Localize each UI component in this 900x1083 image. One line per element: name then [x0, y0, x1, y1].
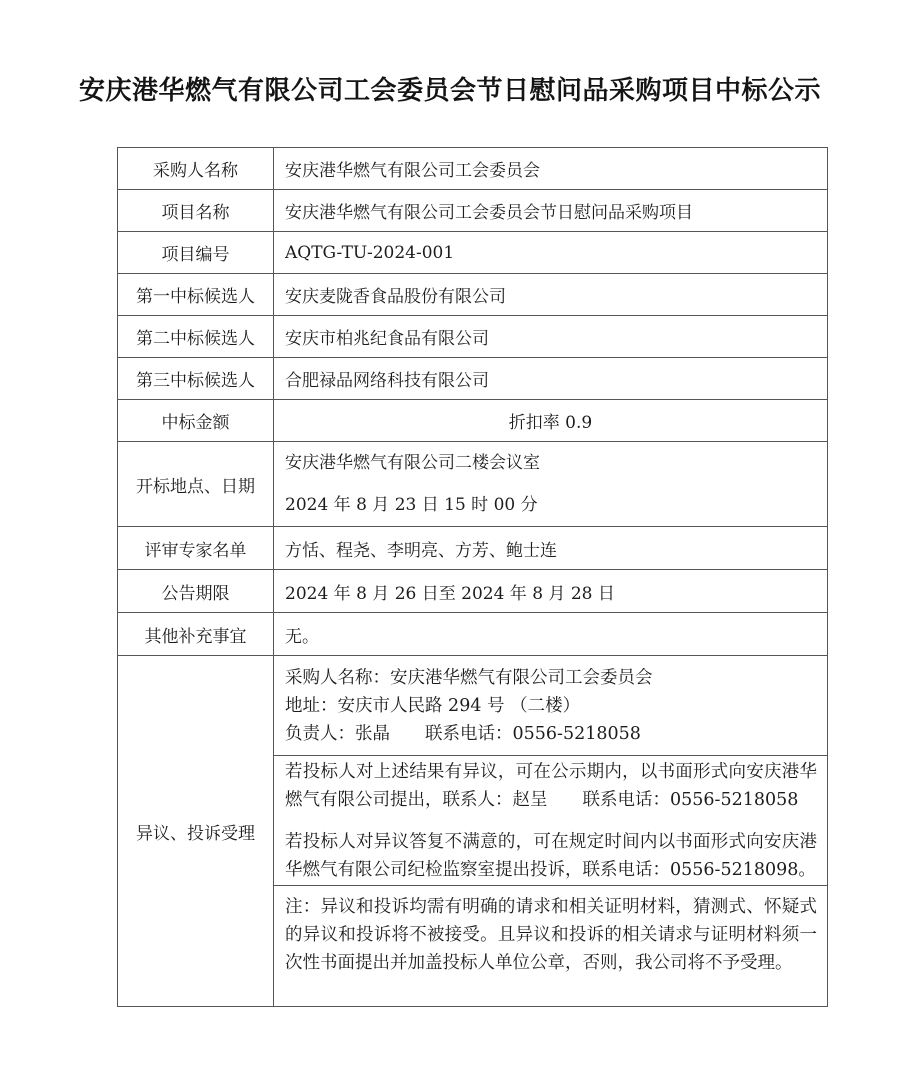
procedure-paragraph-2: 若投标人对异议答复不满意的，可在规定时间内以书面形式向安庆港华燃气有限公司纪检监察室提出投诉，联系电话：0556-5218098。 [285, 831, 817, 880]
row-value: 无。 [274, 613, 828, 656]
row-value: 2024 年 8 月 26 日至 2024 年 8 月 28 日 [274, 570, 828, 613]
table-row-candidate-3 [118, 358, 828, 400]
row-label: 项目名称 [118, 190, 274, 232]
table-row-award-amount [118, 400, 828, 442]
row-value: 方恬、程尧、李明亮、方芳、鲍士连 [274, 527, 828, 570]
table-row-bid-opening [118, 442, 828, 527]
contact-purchaser-line: 采购人名称：安庆港华燃气有限公司工会委员会 [285, 667, 653, 688]
row-value: 安庆麦陇香食品股份有限公司 [274, 274, 828, 316]
row-value: 合肥禄品网络科技有限公司 [274, 358, 828, 400]
procedure-paragraph-1: 若投标人对上述结果有异议，可在公示期内，以书面形式向安庆港华燃气有限公司提出，联系人：赵呈 联系电话：0556-5218058 [285, 761, 817, 810]
row-label: 第二中标候选人 [118, 316, 274, 358]
table-row-objection-contact [118, 656, 828, 756]
row-label: 公告期限 [118, 570, 274, 613]
table-row-other-matters [118, 613, 828, 656]
row-label: 开标地点、日期 [118, 442, 274, 527]
table-row-purchaser [118, 148, 828, 190]
table-row-candidate-2 [118, 316, 828, 358]
row-label: 第三中标候选人 [118, 358, 274, 400]
row-value: 折扣率 0.9 [274, 400, 828, 442]
row-label: 评审专家名单 [118, 527, 274, 570]
row-label: 采购人名称 [118, 148, 274, 190]
table-row-candidate-1 [118, 274, 828, 316]
note-paragraph: 注：异议和投诉均需有明确的请求和相关证明材料，猜测式、怀疑式的异议和投诉将不被接受。且异议和投诉的相关请求与证明材料须一次性书面提出并加盖投标人单位公章，否则，我公司将不予受理。 [285, 897, 817, 973]
objection-note-cell [274, 886, 828, 1007]
table-row-project-name [118, 190, 828, 232]
table-row-experts [118, 527, 828, 570]
bid-opening-datetime: 2024 年 8 月 23 日 15 时 00 分 [285, 495, 538, 515]
row-label: 项目编号 [118, 232, 274, 274]
page-title: 安庆港华燃气有限公司工会委员会节日慰问品采购项目中标公示 [78, 76, 821, 106]
objection-label: 异议、投诉受理 [118, 656, 274, 1007]
announcement-table [117, 147, 828, 1007]
row-value: 安庆港华燃气有限公司工会委员会 [274, 148, 828, 190]
row-label: 第一中标候选人 [118, 274, 274, 316]
row-value: 安庆市柏兆纪食品有限公司 [274, 316, 828, 358]
row-label: 中标金额 [118, 400, 274, 442]
row-value [274, 442, 828, 527]
row-label: 其他补充事宜 [118, 613, 274, 656]
row-value: 安庆港华燃气有限公司工会委员会节日慰问品采购项目 [274, 190, 828, 232]
bid-opening-place: 安庆港华燃气有限公司二楼会议室 [285, 453, 540, 473]
objection-contact-cell [274, 656, 828, 756]
row-value: AQTG-TU-2024-001 [274, 232, 828, 274]
objection-procedure-cell [274, 756, 828, 886]
contact-address-line: 地址：安庆市人民路 294 号 （二楼） [285, 695, 581, 716]
contact-person-line: 负责人：张晶 联系电话：0556-5218058 [285, 723, 641, 744]
table-row-announcement-period [118, 570, 828, 613]
table-row-project-number [118, 232, 828, 274]
